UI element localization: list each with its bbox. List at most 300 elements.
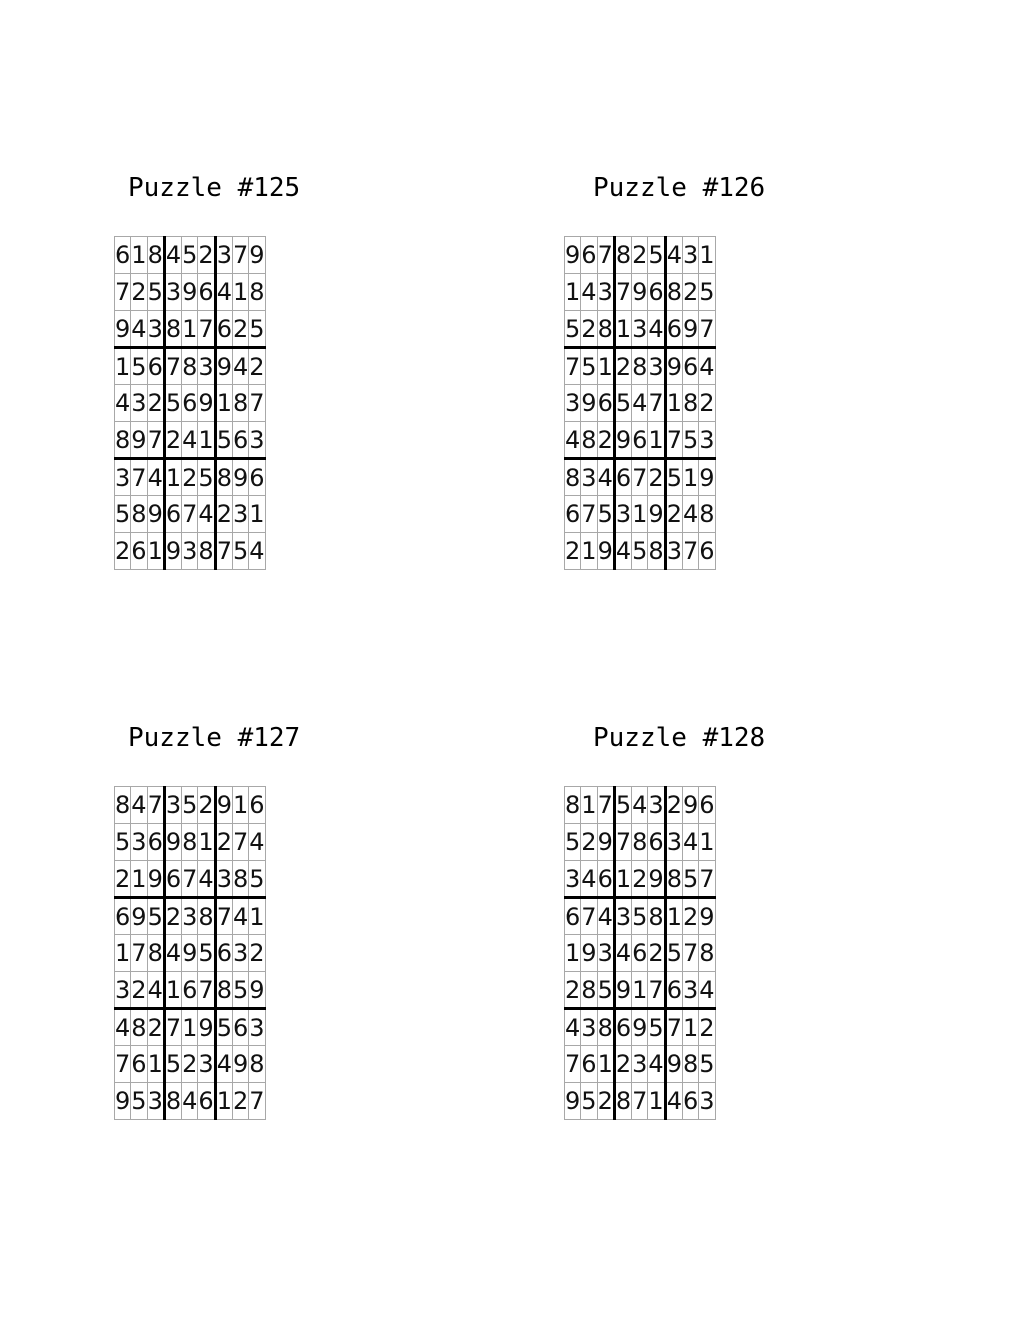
grid-cell: 1 xyxy=(182,311,198,348)
grid-cell: 2 xyxy=(131,274,147,311)
grid-cell: 8 xyxy=(632,824,648,861)
grid-row xyxy=(115,533,266,570)
grid-cell: 7 xyxy=(699,311,715,348)
grid-cell: 8 xyxy=(232,385,248,422)
grid-cell: 9 xyxy=(597,533,614,570)
grid-cell: 1 xyxy=(699,237,715,274)
grid-cell: 9 xyxy=(665,1046,682,1083)
grid-cell: 7 xyxy=(215,533,232,570)
grid-cell: 7 xyxy=(682,935,698,972)
grid-cell: 8 xyxy=(131,1009,147,1046)
grid-row xyxy=(115,1083,266,1120)
grid-row xyxy=(115,787,266,824)
grid-cell: 5 xyxy=(665,459,682,496)
grid-cell: 3 xyxy=(682,972,698,1009)
grid-cell: 7 xyxy=(565,1046,581,1083)
grid-cell: 4 xyxy=(147,972,164,1009)
grid-cell: 3 xyxy=(115,459,131,496)
grid-cell: 7 xyxy=(249,1083,265,1120)
grid-cell: 3 xyxy=(115,972,131,1009)
grid-cell: 8 xyxy=(648,533,665,570)
grid-cell: 1 xyxy=(565,274,581,311)
grid-cell: 9 xyxy=(198,1009,215,1046)
grid-cell: 7 xyxy=(581,898,597,935)
grid-cell: 6 xyxy=(249,787,265,824)
grid-cell: 3 xyxy=(565,861,581,898)
grid-cell: 8 xyxy=(699,496,715,533)
grid-cell: 6 xyxy=(648,824,665,861)
grid-cell: 6 xyxy=(597,385,614,422)
grid-cell: 2 xyxy=(632,237,648,274)
grid-cell: 3 xyxy=(164,274,181,311)
grid-cell: 6 xyxy=(581,1046,597,1083)
grid-cell: 9 xyxy=(215,787,232,824)
grid-cell: 3 xyxy=(682,237,698,274)
grid-cell: 1 xyxy=(215,385,232,422)
grid-cell: 6 xyxy=(147,824,164,861)
grid-cell: 8 xyxy=(164,1083,181,1120)
grid-cell: 4 xyxy=(164,935,181,972)
grid-cell: 2 xyxy=(215,824,232,861)
grid-cell: 6 xyxy=(232,1009,248,1046)
grid-row xyxy=(565,1083,716,1120)
grid-cell: 3 xyxy=(215,861,232,898)
grid-cell: 8 xyxy=(147,237,164,274)
grid-cell: 8 xyxy=(215,972,232,1009)
grid-cell: 1 xyxy=(115,348,131,385)
grid-cell: 9 xyxy=(581,935,597,972)
grid-cell: 3 xyxy=(699,422,715,459)
grid-cell: 9 xyxy=(249,972,265,1009)
grid-cell: 3 xyxy=(249,422,265,459)
grid-cell: 3 xyxy=(648,348,665,385)
grid-cell: 6 xyxy=(249,459,265,496)
grid-cell: 5 xyxy=(198,459,215,496)
grid-cell: 1 xyxy=(648,422,665,459)
grid-cell: 4 xyxy=(597,459,614,496)
grid-cell: 5 xyxy=(699,274,715,311)
grid-cell: 7 xyxy=(632,459,648,496)
grid-cell: 5 xyxy=(164,385,181,422)
grid-cell: 8 xyxy=(249,274,265,311)
grid-cell: 7 xyxy=(648,385,665,422)
grid-cell: 2 xyxy=(198,237,215,274)
grid-cell: 5 xyxy=(215,1009,232,1046)
grid-cell: 2 xyxy=(581,311,597,348)
grid-cell: 3 xyxy=(665,824,682,861)
grid-cell: 4 xyxy=(198,496,215,533)
grid-cell: 8 xyxy=(198,898,215,935)
grid-cell: 4 xyxy=(182,1083,198,1120)
grid-cell: 9 xyxy=(232,459,248,496)
grid-row xyxy=(565,824,716,861)
grid-cell: 8 xyxy=(614,237,631,274)
grid-cell: 5 xyxy=(581,348,597,385)
grid-row xyxy=(565,1046,716,1083)
grid-cell: 3 xyxy=(182,898,198,935)
grid-cell: 6 xyxy=(131,1046,147,1083)
grid-cell: 1 xyxy=(215,1083,232,1120)
grid-cell: 4 xyxy=(215,274,232,311)
grid-cell: 1 xyxy=(581,533,597,570)
grid-cell: 7 xyxy=(115,274,131,311)
grid-cell: 2 xyxy=(232,1083,248,1120)
grid-cell: 5 xyxy=(565,311,581,348)
grid-cell: 4 xyxy=(249,824,265,861)
grid-cell: 7 xyxy=(597,787,614,824)
grid-cell: 9 xyxy=(648,861,665,898)
grid-cell: 3 xyxy=(614,496,631,533)
puzzle-title: Puzzle #126 xyxy=(593,173,766,203)
grid-cell: 1 xyxy=(597,1046,614,1083)
grid-cell: 6 xyxy=(699,787,715,824)
grid-cell: 9 xyxy=(565,237,581,274)
grid-cell: 5 xyxy=(665,935,682,972)
grid-cell: 1 xyxy=(198,824,215,861)
grid-cell: 1 xyxy=(131,237,147,274)
grid-cell: 2 xyxy=(632,861,648,898)
grid-cell: 3 xyxy=(215,237,232,274)
grid-cell: 3 xyxy=(597,274,614,311)
grid-row xyxy=(115,1009,266,1046)
grid-row xyxy=(115,935,266,972)
grid-cell: 4 xyxy=(198,861,215,898)
grid-cell: 3 xyxy=(581,459,597,496)
grid-cell: 7 xyxy=(164,348,181,385)
grid-cell: 2 xyxy=(648,459,665,496)
grid-cell: 1 xyxy=(614,311,631,348)
grid-cell: 5 xyxy=(147,898,164,935)
grid-cell: 3 xyxy=(198,348,215,385)
grid-cell: 4 xyxy=(632,787,648,824)
grid-cell: 1 xyxy=(632,496,648,533)
grid-cell: 9 xyxy=(115,1083,131,1120)
grid-cell: 2 xyxy=(581,824,597,861)
grid-cell: 4 xyxy=(115,385,131,422)
grid-cell: 9 xyxy=(215,348,232,385)
grid-cell: 4 xyxy=(682,824,698,861)
grid-cell: 9 xyxy=(182,935,198,972)
grid-row xyxy=(115,898,266,935)
grid-row xyxy=(565,274,716,311)
grid-cell: 1 xyxy=(565,935,581,972)
grid-cell: 3 xyxy=(198,1046,215,1083)
grid-cell: 3 xyxy=(632,311,648,348)
grid-cell: 6 xyxy=(182,385,198,422)
grid-cell: 8 xyxy=(581,972,597,1009)
grid-cell: 9 xyxy=(147,861,164,898)
grid-cell: 7 xyxy=(699,861,715,898)
grid-cell: 3 xyxy=(597,935,614,972)
grid-cell: 2 xyxy=(614,348,631,385)
grid-cell: 6 xyxy=(682,1083,698,1120)
grid-cell: 1 xyxy=(632,972,648,1009)
puzzle-title: Puzzle #127 xyxy=(128,723,301,753)
grid-cell: 4 xyxy=(565,422,581,459)
grid-cell: 7 xyxy=(182,496,198,533)
grid-cell: 8 xyxy=(597,1009,614,1046)
grid-row xyxy=(565,422,716,459)
grid-cell: 8 xyxy=(565,459,581,496)
grid-row xyxy=(565,1009,716,1046)
grid-cell: 6 xyxy=(665,311,682,348)
grid-cell: 7 xyxy=(565,348,581,385)
grid-cell: 7 xyxy=(131,459,147,496)
grid-cell: 2 xyxy=(249,935,265,972)
grid-cell: 9 xyxy=(164,824,181,861)
grid-cell: 5 xyxy=(115,824,131,861)
grid-cell: 3 xyxy=(648,787,665,824)
grid-cell: 5 xyxy=(249,311,265,348)
grid-cell: 1 xyxy=(147,1046,164,1083)
grid-cell: 5 xyxy=(232,972,248,1009)
grid-cell: 5 xyxy=(182,787,198,824)
grid-cell: 2 xyxy=(182,459,198,496)
grid-row xyxy=(565,898,716,935)
grid-cell: 3 xyxy=(232,496,248,533)
grid-cell: 9 xyxy=(232,1046,248,1083)
grid-cell: 9 xyxy=(665,348,682,385)
grid-cell: 1 xyxy=(648,1083,665,1120)
grid-cell: 9 xyxy=(632,1009,648,1046)
grid-cell: 9 xyxy=(614,422,631,459)
grid-cell: 5 xyxy=(597,972,614,1009)
grid-cell: 1 xyxy=(682,1009,698,1046)
grid-cell: 3 xyxy=(232,935,248,972)
grid-row xyxy=(115,385,266,422)
grid-cell: 8 xyxy=(115,422,131,459)
grid-cell: 2 xyxy=(115,861,131,898)
grid-cell: 4 xyxy=(182,422,198,459)
grid-cell: 8 xyxy=(164,311,181,348)
grid-cell: 2 xyxy=(232,311,248,348)
grid-cell: 4 xyxy=(232,348,248,385)
grid-cell: 8 xyxy=(648,898,665,935)
grid-cell: 7 xyxy=(198,311,215,348)
grid-cell: 8 xyxy=(182,348,198,385)
grid-cell: 1 xyxy=(581,787,597,824)
grid-row xyxy=(565,311,716,348)
grid-row xyxy=(565,787,716,824)
grid-cell: 9 xyxy=(682,311,698,348)
grid-cell: 1 xyxy=(131,861,147,898)
grid-row xyxy=(565,533,716,570)
grid-cell: 6 xyxy=(215,311,232,348)
grid-cell: 7 xyxy=(648,972,665,1009)
grid-cell: 3 xyxy=(565,385,581,422)
grid-cell: 4 xyxy=(648,311,665,348)
grid-cell: 4 xyxy=(597,898,614,935)
grid-cell: 5 xyxy=(249,861,265,898)
grid-row xyxy=(565,972,716,1009)
grid-cell: 1 xyxy=(232,274,248,311)
grid-cell: 5 xyxy=(632,898,648,935)
grid-row xyxy=(565,935,716,972)
grid-cell: 9 xyxy=(249,237,265,274)
grid-cell: 1 xyxy=(597,348,614,385)
grid-cell: 4 xyxy=(665,237,682,274)
grid-row xyxy=(115,274,266,311)
grid-row xyxy=(115,972,266,1009)
grid-cell: 1 xyxy=(232,787,248,824)
grid-cell: 6 xyxy=(164,496,181,533)
grid-cell: 1 xyxy=(665,898,682,935)
grid-cell: 9 xyxy=(115,311,131,348)
grid-cell: 4 xyxy=(565,1009,581,1046)
grid-cell: 7 xyxy=(198,972,215,1009)
grid-cell: 1 xyxy=(249,496,265,533)
grid-cell: 2 xyxy=(565,533,581,570)
grid-cell: 7 xyxy=(182,861,198,898)
sudoku-grid xyxy=(114,236,266,570)
grid-cell: 3 xyxy=(147,311,164,348)
grid-row xyxy=(115,824,266,861)
grid-cell: 4 xyxy=(115,1009,131,1046)
grid-cell: 6 xyxy=(614,459,631,496)
grid-cell: 5 xyxy=(198,935,215,972)
grid-cell: 5 xyxy=(147,274,164,311)
grid-cell: 5 xyxy=(131,1083,147,1120)
grid-cell: 9 xyxy=(147,496,164,533)
grid-cell: 5 xyxy=(215,422,232,459)
grid-cell: 6 xyxy=(632,935,648,972)
grid-cell: 2 xyxy=(648,935,665,972)
grid-cell: 8 xyxy=(147,935,164,972)
grid-cell: 3 xyxy=(632,1046,648,1083)
grid-cell: 5 xyxy=(115,496,131,533)
grid-cell: 2 xyxy=(249,348,265,385)
grid-cell: 2 xyxy=(597,422,614,459)
grid-cell: 3 xyxy=(665,533,682,570)
grid-row xyxy=(565,237,716,274)
grid-cell: 2 xyxy=(164,422,181,459)
grid-cell: 5 xyxy=(648,237,665,274)
grid-cell: 9 xyxy=(699,898,715,935)
grid-row xyxy=(565,348,716,385)
grid-cell: 8 xyxy=(581,422,597,459)
grid-cell: 3 xyxy=(249,1009,265,1046)
grid-cell: 5 xyxy=(632,533,648,570)
grid-cell: 4 xyxy=(682,496,698,533)
grid-cell: 7 xyxy=(665,1009,682,1046)
grid-cell: 8 xyxy=(665,274,682,311)
grid-cell: 2 xyxy=(597,1083,614,1120)
grid-row xyxy=(115,861,266,898)
grid-row xyxy=(565,385,716,422)
grid-cell: 7 xyxy=(115,1046,131,1083)
grid-cell: 4 xyxy=(581,274,597,311)
grid-cell: 8 xyxy=(115,787,131,824)
grid-cell: 4 xyxy=(614,935,631,972)
grid-cell: 1 xyxy=(682,459,698,496)
grid-cell: 5 xyxy=(232,533,248,570)
grid-cell: 4 xyxy=(164,237,181,274)
grid-cell: 2 xyxy=(699,385,715,422)
grid-cell: 2 xyxy=(699,1009,715,1046)
grid-row xyxy=(115,1046,266,1083)
grid-cell: 6 xyxy=(115,898,131,935)
grid-cell: 2 xyxy=(682,898,698,935)
grid-row xyxy=(115,422,266,459)
grid-cell: 9 xyxy=(182,274,198,311)
grid-cell: 4 xyxy=(648,1046,665,1083)
grid-cell: 5 xyxy=(565,824,581,861)
grid-cell: 9 xyxy=(648,496,665,533)
grid-row xyxy=(115,237,266,274)
grid-cell: 8 xyxy=(682,1046,698,1083)
grid-cell: 6 xyxy=(565,898,581,935)
grid-cell: 4 xyxy=(215,1046,232,1083)
grid-cell: 2 xyxy=(147,1009,164,1046)
grid-cell: 5 xyxy=(699,1046,715,1083)
grid-cell: 1 xyxy=(665,385,682,422)
grid-cell: 5 xyxy=(131,348,147,385)
grid-cell: 4 xyxy=(665,1083,682,1120)
grid-cell: 8 xyxy=(614,1083,631,1120)
grid-cell: 7 xyxy=(249,385,265,422)
grid-cell: 4 xyxy=(699,348,715,385)
grid-cell: 2 xyxy=(614,1046,631,1083)
grid-cell: 7 xyxy=(682,533,698,570)
grid-cell: 3 xyxy=(147,1083,164,1120)
grid-cell: 5 xyxy=(614,385,631,422)
grid-cell: 6 xyxy=(682,348,698,385)
grid-cell: 5 xyxy=(164,1046,181,1083)
grid-row xyxy=(115,348,266,385)
grid-cell: 7 xyxy=(215,898,232,935)
grid-cell: 6 xyxy=(147,348,164,385)
grid-cell: 2 xyxy=(198,787,215,824)
grid-cell: 6 xyxy=(215,935,232,972)
grid-cell: 7 xyxy=(665,422,682,459)
grid-cell: 5 xyxy=(682,861,698,898)
grid-cell: 9 xyxy=(198,385,215,422)
puzzle-title: Puzzle #128 xyxy=(593,723,766,753)
grid-cell: 6 xyxy=(164,861,181,898)
grid-cell: 5 xyxy=(581,1083,597,1120)
grid-cell: 6 xyxy=(581,237,597,274)
grid-cell: 8 xyxy=(565,787,581,824)
grid-cell: 4 xyxy=(232,898,248,935)
grid-cell: 1 xyxy=(699,824,715,861)
sudoku-grid xyxy=(114,786,266,1120)
grid-cell: 3 xyxy=(131,824,147,861)
grid-cell: 6 xyxy=(699,533,715,570)
grid-cell: 4 xyxy=(581,861,597,898)
grid-cell: 8 xyxy=(198,533,215,570)
sudoku-grid xyxy=(564,786,716,1120)
grid-cell: 9 xyxy=(164,533,181,570)
grid-cell: 1 xyxy=(164,459,181,496)
grid-cell: 8 xyxy=(699,935,715,972)
grid-cell: 3 xyxy=(699,1083,715,1120)
grid-row xyxy=(565,496,716,533)
grid-cell: 2 xyxy=(131,972,147,1009)
grid-cell: 5 xyxy=(682,422,698,459)
grid-cell: 1 xyxy=(147,533,164,570)
sudoku-grid xyxy=(564,236,716,570)
grid-cell: 6 xyxy=(614,1009,631,1046)
grid-cell: 2 xyxy=(565,972,581,1009)
grid-cell: 6 xyxy=(665,972,682,1009)
grid-cell: 7 xyxy=(632,1083,648,1120)
grid-cell: 9 xyxy=(682,787,698,824)
grid-cell: 2 xyxy=(115,533,131,570)
grid-row xyxy=(115,496,266,533)
grid-cell: 9 xyxy=(131,898,147,935)
grid-cell: 6 xyxy=(198,274,215,311)
grid-cell: 1 xyxy=(115,935,131,972)
